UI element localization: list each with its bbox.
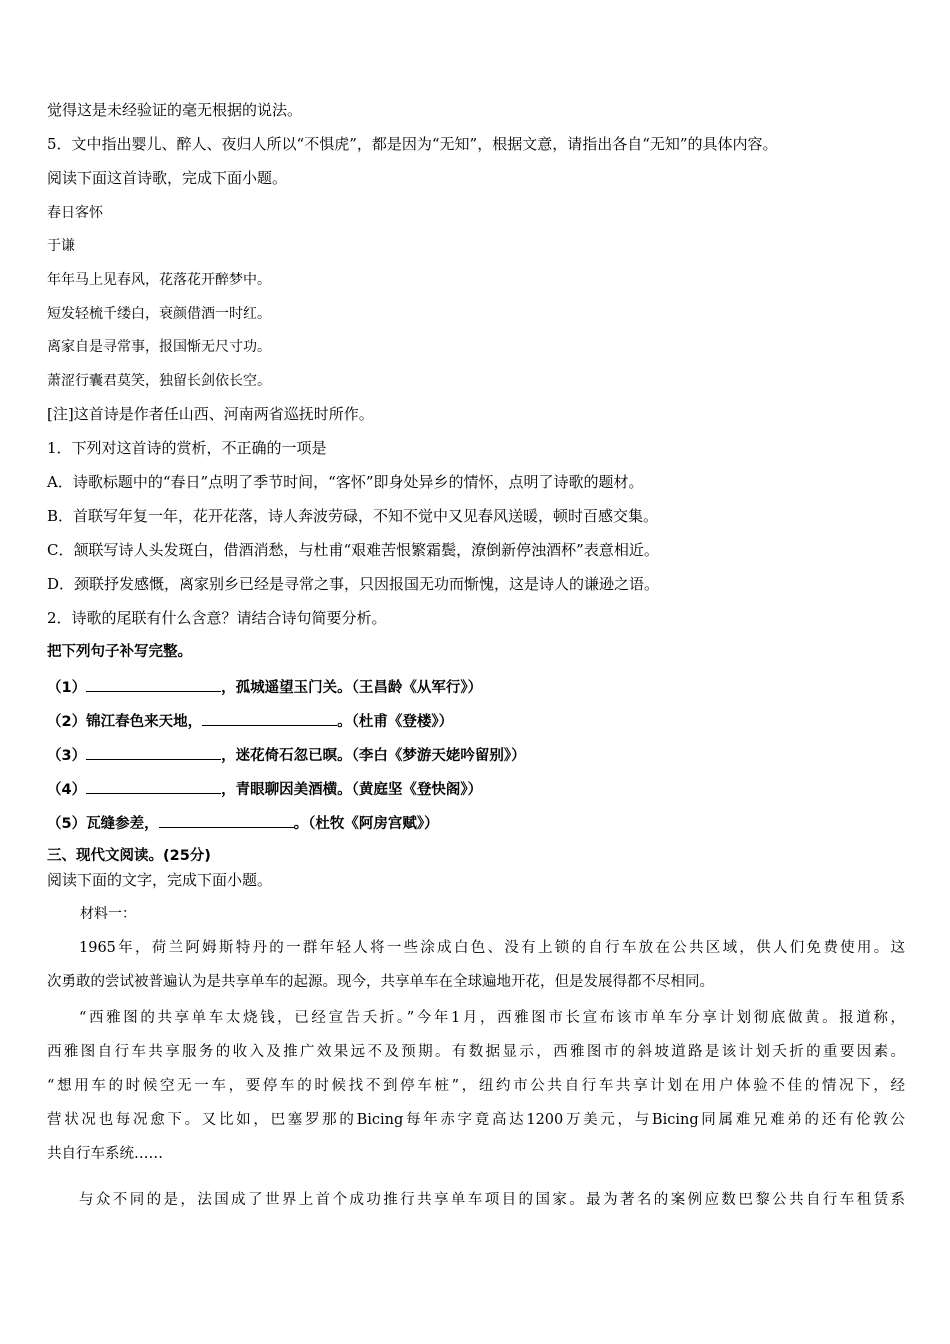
article-paragraph-2: [47, 1001, 905, 1171]
fill-suffix: 。（杜牧《阿房宫赋》）: [293, 816, 439, 832]
reading-instruction: 阅读下面这首诗歌，完成下面小题。: [47, 169, 288, 187]
fill-suffix: ，迷花倚石忽已暝。（李白《梦游天姥吟留别》）: [221, 748, 526, 764]
fill-number: （2）: [47, 714, 87, 730]
poem-verse: 短发轻梳千缕白，衰颜借酒一时红。: [47, 306, 271, 322]
section-heading: 三、现代文阅读。(25分): [47, 848, 211, 864]
fill-number: （5）: [47, 816, 87, 832]
fill-prefix: 瓦缝参差，: [86, 816, 159, 832]
poem-note: [注]这首诗是作者任山西、河南两省巡抚时所作。: [47, 405, 374, 423]
answer-blank[interactable]: [202, 710, 337, 726]
question-1: 1．下列对这首诗的赏析，不正确的一项是: [47, 439, 327, 457]
fill-item-5: [47, 812, 439, 834]
fill-prefix: 锦江春色来天地，: [86, 714, 203, 730]
poem-verse: 年年马上见春风，花落花开醉梦中。: [47, 272, 271, 288]
material-label: 材料一：: [80, 906, 136, 922]
answer-blank[interactable]: [86, 676, 221, 692]
poem-verse: 萧涩行囊君莫笑，独留长剑依长空。: [47, 373, 271, 389]
paragraph-line: 西雅图自行车共享服务的收入及推广效果远不及预期。有数据显示，西雅图市的斜坡道路是该计划夭折的重要因素。: [47, 1044, 905, 1060]
answer-blank[interactable]: [86, 744, 221, 760]
fill-number: （3）: [47, 748, 87, 764]
option-a: A．诗歌标题中的“春日”点明了季节时间，“客怀”即身处异乡的情怀，点明了诗歌的题材。: [47, 473, 644, 491]
paragraph-line: 1965年，荷兰阿姆斯特丹的一群年轻人将一些涂成白色、没有上锁的自行车放在公共区域，供人们免费使用。这: [79, 940, 905, 956]
fill-item-4: [47, 778, 482, 800]
poem-verse: 离家自是寻常事，报国惭无尺寸功。: [47, 339, 271, 355]
article-paragraph-1: [47, 931, 905, 999]
paragraph-line: “想用车的时候空无一车，要停车的时候找不到停车桩”，纽约市公共自行车共享计划在用户体验不佳的情况下，经: [47, 1078, 905, 1094]
paragraph-line: 共自行车系统……: [47, 1146, 163, 1162]
text-line: 觉得这是未经验证的毫无根据的说法。: [47, 101, 303, 119]
option-b: B．首联写年复一年，花开花落，诗人奔波劳碌，不知不觉中又见春风送暖，顿时百感交集。: [47, 507, 659, 525]
poem-author: 于谦: [47, 238, 75, 254]
option-c: C．颔联写诗人头发斑白，借酒消愁，与杜甫“艰难苦恨繁霜鬓，潦倒新停浊酒杯”表意相近。: [47, 541, 659, 559]
paragraph-line: “西雅图的共享单车太烧钱，已经宣告夭折。”今年1月，西雅图市长宣布该市单车分享计划彻底做黄。报道称，: [79, 1010, 905, 1026]
question-5: 5．文中指出婴儿、醉人、夜归人所以“不惧虎”，都是因为“无知”，根据文意，请指出各自“无知”的具体内容。: [47, 135, 778, 153]
paragraph-line: 营状况也每况愈下。又比如，巴塞罗那的Bicing每年赤字竟高达1200万美元，与Bicing同属难兄难弟的还有伦敦公: [47, 1112, 905, 1128]
fill-suffix: ，孤城遥望玉门关。（王昌龄《从军行》）: [221, 680, 483, 696]
poem-title: 春日客怀: [47, 205, 103, 221]
fill-suffix: 。（杜甫《登楼》）: [337, 714, 454, 730]
fill-item-2: [47, 710, 453, 732]
article-paragraph-3: [47, 1183, 905, 1217]
paragraph-line: 次勇敢的尝试被普遍认为是共享单车的起源。现今，共享单车在全球遍地开花，但是发展得都不尽相同。: [47, 974, 714, 990]
fill-suffix: ，青眼聊因美酒横。（黄庭坚《登快阁》）: [221, 782, 483, 798]
fill-number: （4）: [47, 782, 87, 798]
option-d: D．颈联抒发感慨，离家别乡已经是寻常之事，只因报国无功而惭愧，这是诗人的谦逊之语。: [47, 575, 660, 593]
fill-number: （1）: [47, 680, 87, 696]
paragraph-line: 与众不同的是，法国成了世界上首个成功推行共享单车项目的国家。最为著名的案例应数巴黎公共自行车租赁系: [79, 1192, 905, 1208]
section-instruction: 阅读下面的文字，完成下面小题。: [47, 871, 273, 889]
answer-blank[interactable]: [86, 778, 221, 794]
answer-blank[interactable]: [159, 812, 294, 828]
fill-heading: 把下列句子补写完整。: [47, 644, 192, 660]
fill-item-3: [47, 744, 526, 766]
question-2: 2．诗歌的尾联有什么含意？请结合诗句简要分析。: [47, 609, 387, 627]
fill-item-1: [47, 676, 482, 698]
